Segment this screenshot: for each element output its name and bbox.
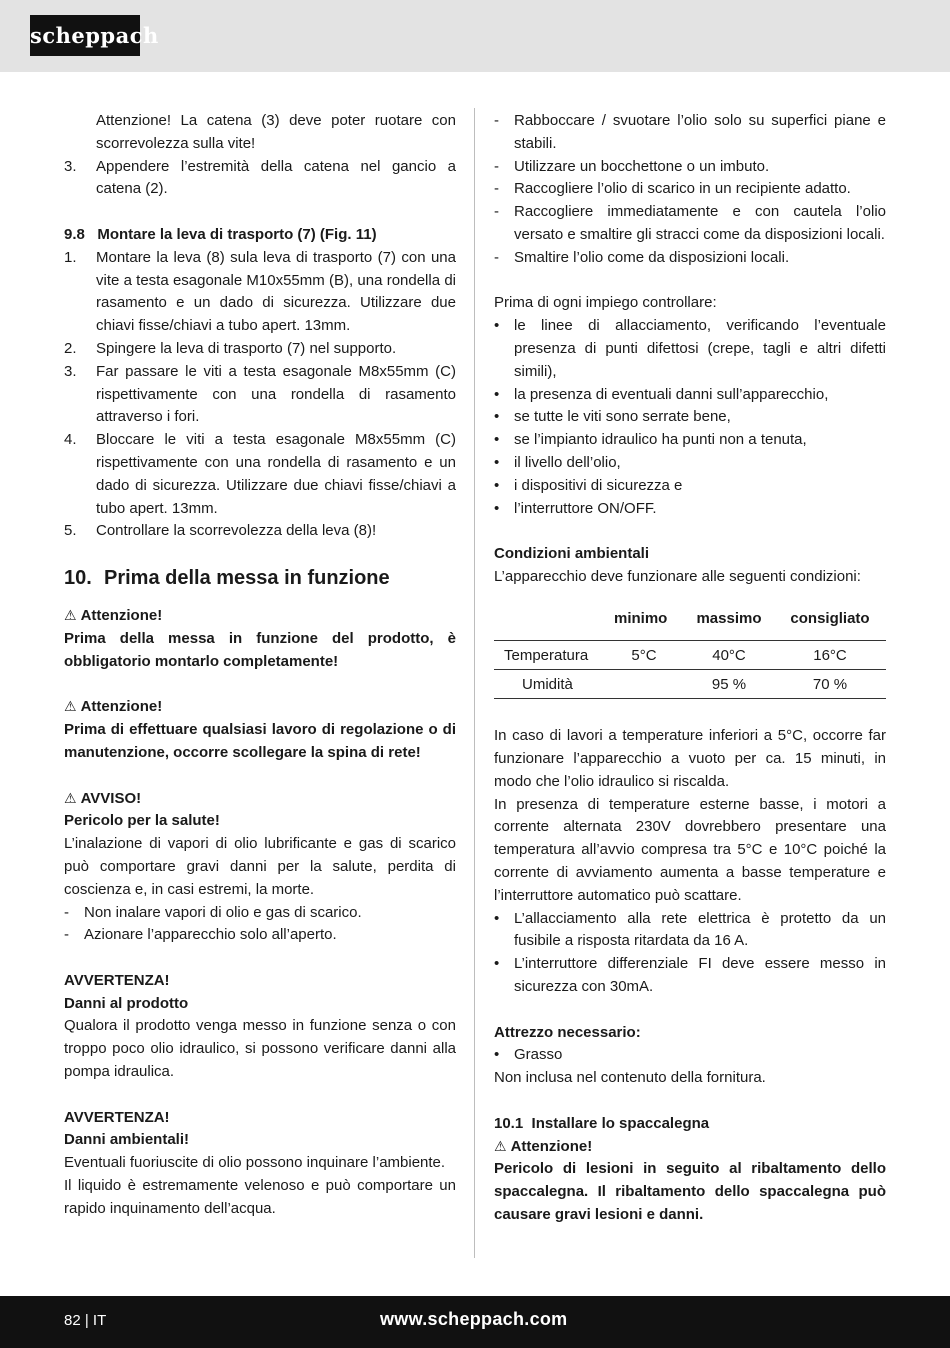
caution-subtitle: Danni al prodotto	[64, 994, 189, 1012]
warning-text: Prima di effettuare qualsiasi lavoro di regolazione o di manutenzione, occorre scollegare la spina di rete!	[64, 721, 456, 761]
warning-triangle-icon: ⚠	[64, 790, 77, 807]
list-item: 5. Controllare la scorrevolezza della leva (8)!	[64, 522, 377, 540]
list-item: 3. Far passare le viti a testa esagonale M8x55mm (C) rispettivamente con una rondella di rasamento attraverso i fori.	[64, 362, 456, 426]
list-item: - Non inalare vapori di olio e gas di scarico.	[64, 903, 362, 921]
warning-text: Pericolo di lesioni in seguito al ribaltamento dello spaccalegna. Il ribaltamento dello spaccalegna può causare gravi lesioni e danni.	[494, 1160, 886, 1223]
warning-title: ⚠ Attenzione!	[64, 607, 163, 625]
list-item: - Raccogliere l’olio di scarico in un recipiente adatto.	[494, 180, 851, 198]
warning-triangle-icon: ⚠	[64, 699, 77, 716]
caution-text: Il liquido è estremamente velenoso e può comportare un rapido inquinamento dell’acqua.	[64, 1177, 456, 1217]
header-bar	[0, 0, 950, 72]
footer-bar	[0, 1296, 950, 1348]
list-item: 3. Appendere l’estremità della catena nel gancio a catena (2).	[64, 157, 456, 198]
list-item: • i dispositivi di sicurezza e	[494, 476, 683, 494]
notice-subtitle: Pericolo per la salute!	[64, 812, 220, 830]
ambient-text: L’apparecchio deve funzionare alle seguenti condizioni:	[494, 567, 861, 585]
list-item: • se l’impianto idraulico ha punti non a tenuta,	[494, 431, 807, 449]
list-item: - Rabboccare / svuotare l’olio solo su superfici piane e stabili.	[494, 112, 886, 152]
list-item: - Utilizzare un bocchettone o un imbuto.	[494, 157, 770, 175]
list-item: 1. Montare la leva (8) sula leva di trasporto (7) con una vite a testa esagonale M10x55mm (B), una rondella di rasamento e un dado di sicurezza. Utilizzare due chiavi fisse/chiavi a tubo apert. 13mm.	[64, 248, 456, 335]
list-item: • il livello dell’olio,	[494, 453, 621, 471]
table-row: Umidità 95 % 70 %	[494, 670, 886, 699]
caution-text: Qualora il prodotto venga messo in funzione senza o con troppo poco olio idraulico, si possono verificare danni alla pompa idraulica.	[64, 1017, 456, 1081]
list-item: • l’interruttore ON/OFF.	[494, 499, 657, 517]
table-header-row: minimo massimo consigliato	[614, 609, 870, 627]
notice-text: L’inalazione di vapori di olio lubrificante e gas di scarico può comportare gravi danni per la salute, perdita di coscienza e, in casi estremi, la morte.	[64, 835, 456, 898]
tools-heading: Attrezzo necessario:	[494, 1023, 641, 1041]
section-heading-10-1: 10.1 Installare lo spaccalegna	[494, 1114, 710, 1132]
list-item: - Azionare l’apparecchio solo all’aperto.	[64, 926, 337, 944]
list-item: 2. Spingere la leva di trasporto (7) nel supporto.	[64, 339, 397, 357]
warning-text: Prima della messa in funzione del prodotto, è obbligatorio montarlo completamente!	[64, 629, 456, 670]
temperature-note: In presenza di temperature esterne basse, i motori a corrente alternata 230V dovrebbero presentare una temperatura all’avvio compresa tra 5°C e 10°C poiché la corrente di avviamento aumenta a basse temperature e l’interruttore automatico può scattare.	[494, 795, 886, 904]
caution-subtitle: Danni ambientali!	[64, 1131, 190, 1149]
warning-title: ⚠ Attenzione!	[64, 698, 163, 716]
right-column	[494, 110, 886, 1227]
list-item: • L’allacciamento alla rete elettrica è protetto da un fusibile a risposta ritardata da 16 A.	[494, 909, 886, 950]
list-item: - Raccogliere immediatamente e con cautela l’olio versato e smaltire gli stracci come da disposizioni locali.	[494, 203, 886, 243]
list-item: • Grasso	[494, 1046, 563, 1064]
list-item: 4. Bloccare le viti a testa esagonale M8x55mm (C) rispettivamente con una rondella di rasamento e un dado di sicurezza. Utilizzare due chiavi fisse/chiavi a tubo apert. 13mm.	[64, 431, 456, 517]
brand-logo: scheppach	[30, 15, 140, 56]
chain-note: Attenzione! La catena (3) deve poter ruotare con scorrevolezza sulla vite!	[96, 112, 456, 152]
column-divider	[474, 108, 475, 1258]
website-link[interactable]: www.scheppach.com	[380, 1309, 568, 1329]
list-item: • se tutte le viti sono serrate bene,	[494, 408, 731, 426]
section-heading-9-8: 9.8 Montare la leva di trasporto (7) (Fig. 11)	[64, 225, 377, 243]
left-column	[64, 110, 456, 1221]
temperature-note: In caso di lavori a temperature inferiori a 5°C, occorre far funzionare l’apparecchio a vuoto per ca. 15 minuti, in modo che l’olio idraulico si riscalda.	[494, 727, 886, 790]
list-item: • le linee di allacciamento, verificando l’eventuale presenza di punti difettosi (crepe, tagli e altri difetti simili),	[494, 317, 886, 380]
page-number: 82 | IT	[64, 1312, 107, 1329]
notice-title: ⚠ AVVISO!	[64, 789, 142, 807]
ambient-heading: Condizioni ambientali	[494, 545, 650, 563]
warning-triangle-icon: ⚠	[64, 608, 77, 625]
caution-title: AVVERTENZA!	[64, 971, 170, 989]
check-intro: Prima di ogni impiego controllare:	[494, 294, 717, 312]
assembly-steps	[64, 247, 456, 543]
list-item: - Smaltire l’olio come da disposizioni locali.	[494, 248, 790, 266]
tools-note: Non inclusa nel contenuto della fornitura.	[494, 1069, 766, 1087]
caution-text: Eventuali fuoriuscite di olio possono inquinare l’ambiente.	[64, 1154, 446, 1172]
caution-title: AVVERTENZA!	[64, 1108, 170, 1126]
ambient-conditions-table	[494, 597, 886, 700]
list-item: • L’interruttore differenziale FI deve essere messo in sicurezza con 30mA.	[494, 955, 886, 995]
section-heading-10: 10. Prima della messa in funzione	[64, 567, 390, 590]
warning-title: ⚠ Attenzione!	[494, 1137, 593, 1155]
list-item: • la presenza di eventuali danni sull’apparecchio,	[494, 385, 829, 403]
warning-triangle-icon: ⚠	[494, 1138, 507, 1155]
table-row: Temperatura 5°C 40°C 16°C	[494, 641, 886, 670]
